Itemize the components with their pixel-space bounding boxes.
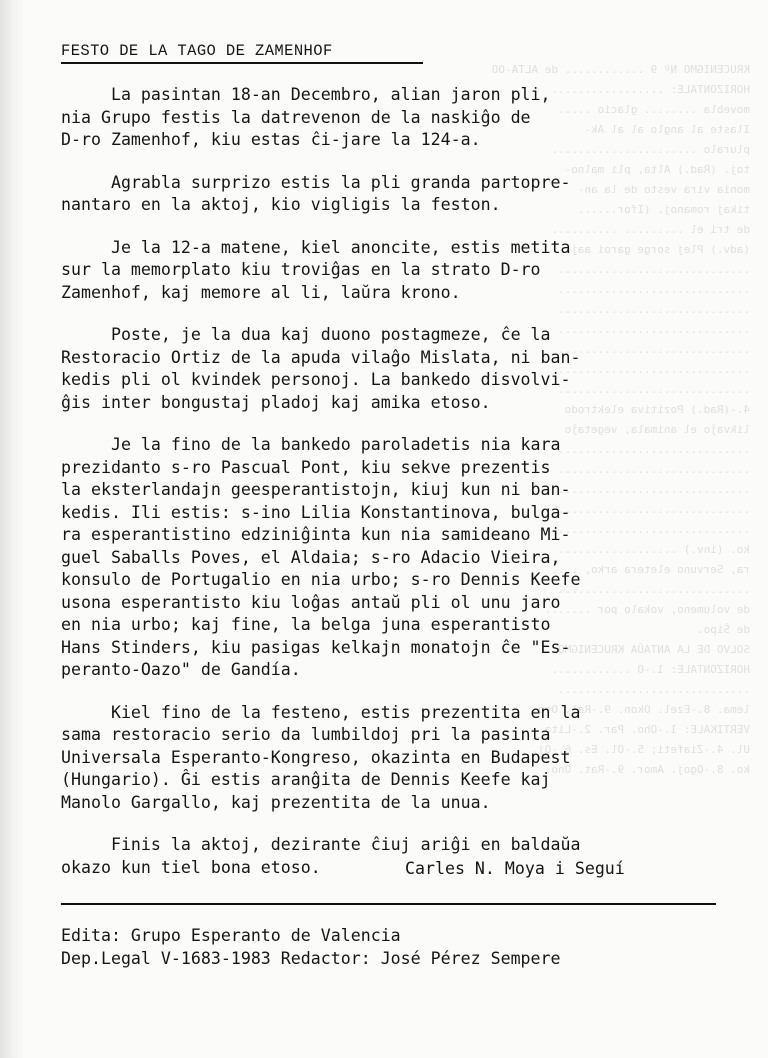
paragraph-6 [61, 702, 721, 815]
publication-footer [61, 925, 561, 970]
paragraph-5 [61, 434, 721, 682]
text-line: nia Grupo festis la datrevenon de la naskiĝo de [61, 107, 531, 127]
text-line: Je la fino de la bankedo paroladetis nia kara [61, 435, 561, 454]
text-line: guel Saballs Poves, el Aldaia; s-ro Adacio Vieira, [61, 547, 561, 567]
text-line: Kiel fino de la festeno, estis prezentita en la [61, 702, 581, 722]
text-line: Restoracio Ortiz de la apuda vilaĝo Mislata, ni ban- [61, 347, 581, 367]
text-line: D-ro Zamenhof, kiu estas ĉi-jare la 124-a. [61, 130, 481, 149]
text-line: ra esperantistino edziniĝinta kun nia samideano Mi- [61, 525, 571, 544]
text-line: en nia urbo; kaj fine, la belga juna esperantisto [61, 615, 551, 634]
article-heading: FESTO DE LA TAGO DE ZAMENHOF [61, 42, 423, 64]
text-line: sur la memorplato kiu troviĝas en la strato D-ro [61, 260, 541, 279]
paragraph-2 [61, 172, 721, 217]
text-line: Poste, je la dua kaj duono postagmeze, ĉe la [61, 325, 551, 344]
text-line: sama restoracio serio da lumbildoj pri la pasinta [61, 725, 551, 744]
text-line: la eksterlandajn geesperantistojn, kiuj kun ni ban- [61, 480, 571, 499]
text-line: prezidanto s-ro Pascual Pont, kiu sekve prezentis [61, 457, 551, 477]
text-line: Universala Esperanto-Kongreso, okazinta en Budapest [61, 747, 571, 767]
text-line: (Hungario). Ĝi estis aranĝita de Dennis Keefe kaj [61, 770, 551, 789]
text-line: kedis pli ol kvindek personoj. La bankedo disvolvi- [61, 370, 571, 389]
text-line: Manolo Gargallo, kaj prezentita de la unua. [61, 792, 491, 812]
text-line: Finis la aktoj, dezirante ĉiuj ariĝi en baldaŭa [61, 835, 581, 854]
text-line: usona esperantisto kiu loĝas antaŭ pli ol unu jaro [61, 592, 561, 612]
legal-deposit-line: Dep.Legal V-1683-1983 Redactor: José Pérez Sempere [61, 948, 561, 968]
paragraph-1 [61, 84, 721, 152]
text-line: peranto-Oazo" de Gandía. [61, 660, 301, 679]
paragraph-4 [61, 324, 721, 414]
text-line: ĝis inter bongustaj pladoj kaj amika etoso. [61, 392, 491, 412]
footer-divider [61, 903, 716, 905]
text-line: Agrabla surprizo estis la pli granda partopre- [61, 172, 571, 192]
text-line: La pasintan 18-an Decembro, alian jaron pli, [61, 85, 551, 104]
paragraph-3 [61, 237, 721, 305]
text-line: Hans Stinders, kiu pasigas kelkajn monatojn ĉe "Es- [61, 637, 571, 657]
author-signature: Carles N. Moya i Seguí [405, 859, 625, 878]
article-body [61, 84, 721, 899]
text-line: konsulo de Portugalio en nia urbo; s-ro Dennis Keefe [61, 570, 581, 589]
text-line: kedis. Ili estis: s-ino Lilia Konstantinova, bulga- [61, 502, 571, 522]
text-line: Zamenhof, kaj memore al li, laŭra krono. [61, 282, 461, 302]
bleed-through-texture: KRUCENIGMO Nº 9 ............ de ALTA-OO HORIZONTALE: ................. movebla ........ glacio ..... Ilaste al anglo al al Ak- pluralo ...................... toj. (Rad.) Alta, pli malno- monia vira vesto de la an- tikaj romanoj. (Ifor...... de tri el ......... .......... (adv.) Plej sorge garoi aaj ............................. ............................. ............................. ............................. ............................. ............................. ............................. 4.-(Rad.) Pozitiva elektrodo likvaĵo el animala, vegetaĵo ............................. ............................. ............................. ............................. ............................. ko. (inv.) .................. ra, Servuno eletera arko, .... ............................. de volumeno, vokalo por ....... de Ŝipo. SOLVO DE LA ANTAŬA KRUCENIGMO HORIZONTALE: 1.-O ............ ............................. lema. 8.-Ezel. Okon. 9.-Ral. Oro. VERTIKALE: 1.-Oho. Par. 2.-Lita. Ul. 4.-Ziafeti; 5.-Ol. Es. 6.-Oj. ko. 8.-Ogoj. Amor. 9.-Rat. Ono. [491, 63, 750, 776]
publisher-line: Edita: Grupo Esperanto de Valencia [61, 926, 401, 945]
text-line: Je la 12-a matene, kiel anoncite, estis metita [61, 237, 571, 257]
text-line: nantaro en la aktoj, kio vigligis la feston. [61, 195, 501, 214]
text-line: okazo kun tiel bona etoso. [61, 857, 321, 877]
